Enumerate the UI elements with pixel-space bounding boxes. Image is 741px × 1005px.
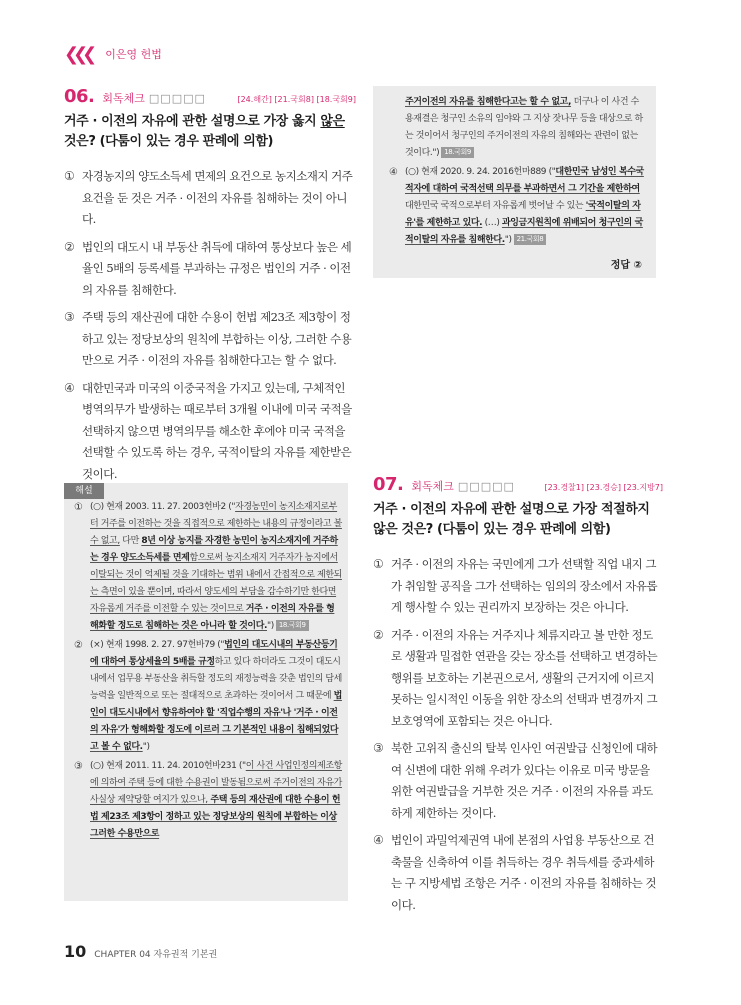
answer-options: [373, 554, 663, 916]
explanation-body: [74, 499, 342, 843]
explanation-item-2: ② (×) 현재 1998. 2. 27. 97헌바79 ("법인의 대도시내의 부동산등기에 대하여 통상세율의 5배를 규정하고 있다 하더라도 그것이 대도시내에서 업무용 부동산을 취득할 정도의 재정능력을 갖춘 법인의 담세능력을 일반적으로 또는 절대적으로 초과하는 것이어서 그 때문에 법인이 대도시내에서 향유하여야 할 '직업수행의 자유'나 '거주 · 이전의 자유'가 형해화할 정도에 이르러 그 기본적인 내용이 침해되었다고 볼 수 없다."): [74, 640, 342, 752]
exam-source-tags: [24.해간] [21.국회8] [18.국회9]: [237, 95, 356, 104]
page-number: 10: [64, 942, 87, 961]
source-tag: 18.국회9: [441, 147, 474, 158]
option-2[interactable]: ② 법인의 대도시 내 부동산 취득에 대하여 통상보다 높은 세율인 5배의 등록세를 부과하는 규정은 법인의 거주 · 이전의 자유를 침해한다.: [64, 239, 352, 297]
chevron-left-icon: ❮❮❮: [64, 43, 92, 65]
option-3[interactable]: ③ 주택 등의 재산권에 대한 수용이 헌법 제23조 제3항이 정하고 있는 정당보상의 원칙에 부합하는 이상, 그러한 수용만으로 거주 · 이전의 자유를 침해한다고는 할 수 없다.: [64, 310, 352, 367]
running-header: [64, 44, 162, 64]
review-checkboxes[interactable]: □□□□□: [457, 480, 515, 493]
book-title: 이은영 헌법: [105, 48, 162, 61]
option-2[interactable]: ② 거주 · 이전의 자유는 거주지나 체류지라고 볼 만한 정도로 생활과 밀접한 연관을 갖는 장소를 선택하고 변경하는 행위를 보호하는 기본권으로서, 생활의 근거지에 이르지 못하는 일시적인 이동을 위한 장소의 선택과 변경까지 그 보호영역에 포함되는 것은 아니다.: [373, 627, 658, 728]
answer-options: [64, 166, 356, 485]
explanation-item-3-cont: 주거이전의 자유를 침해한다고는 할 수 없고, 더구나 이 사건 수용재결은 청구인 소유의 임야와 그 지상 잣나무 등을 대상으로 하는 것이어서 청구인의 주거이전의 자유의 침해와는 관련이 없는 것이다.") 18.국회9: [405, 97, 643, 158]
explanation-continued-box: [373, 86, 656, 278]
review-checkboxes[interactable]: □□□□□: [148, 92, 206, 105]
question-06: [64, 86, 356, 491]
option-4[interactable]: ④ 대한민국과 미국의 이중국적을 가지고 있는데, 구체적인 병역의무가 발생하는 때로부터 3개월 이내에 미국 국적을 선택하지 않으면 병역의무를 해소한 후에야 미국 국적을 선택할 수 있도록 하는 경우, 국적이탈의 자유를 제한받은 것이다.: [64, 380, 352, 481]
exam-source-tags: [23.경찰1] [23.경승] [23.지방7]: [544, 483, 663, 492]
explanation-item-4: ④ (○) 현재 2020. 9. 24. 2016헌마889 ("대한민국 남성인 복수국적자에 대하여 국적선택 의무를 부과하면서 그 기간을 제한하여 대한민국 국적으로부터 자유롭게 벗어날 수 있는 '국적이탈의 자유'를 제한하고 있다. (…) 과잉금지원칙에 위배되어 청구인의 국적이탈의 자유를 침해한다.") 21.국회8: [389, 167, 644, 245]
explanation-item-1: ① (○) 현재 2003. 11. 27. 2003헌바2 ("자경농민이 농지소재지로부터 거주를 이전하는 것을 직접적으로 제한하는 내용의 규정이라고 볼 수 없고, 다만 8년 이상 농지를 자경한 농민이 농지소재지에 거주하는 경우 양도소득세를 면제함으로써 농지소재지 거주자가 농지에서 이탈되는 것이 억제될 것을 기대하는 범위 내에서 간접적으로 제한되는 측면이 있을 뿐이며, 따라서 양도세의 부담을 감수하기만 한다면 자유롭게 거주를 이전할 수 있는 것이므로 거주 · 이전의 자유를 형해화할 정도로 침해하는 것은 아니라 할 것이다.") 18.국회9: [74, 502, 342, 631]
chapter-title: CHAPTER 04 자유권적 기본권: [94, 950, 218, 960]
explanation-continued-body: [389, 94, 646, 249]
question-number: 06.: [64, 86, 95, 107]
source-tag: 21.국회8: [514, 234, 547, 245]
review-check-label: 회독체크: [411, 480, 454, 493]
explanation-box: [64, 483, 348, 901]
option-4[interactable]: ④ 법인이 과밀억제권역 내에 본점의 사업용 부동산으로 건축물을 신축하여 이를 취득하는 경우 취득세를 중과세하는 구 지방세법 조항은 거주 · 이전의 자유를 침해하는 것이다.: [373, 833, 656, 912]
option-3[interactable]: ③ 북한 고위직 출신의 탈북 인사인 여권발급 신청인에 대하여 신변에 대한 위해 우려가 있다는 이유로 미국 방문을 위한 여권발급을 거부한 것은 거주 · 이전의 자유를 과도하게 제한하는 것이다.: [373, 741, 658, 820]
question-header: [373, 474, 663, 496]
explanation-tab: 해설: [64, 483, 104, 499]
source-tag: 18.국회9: [276, 620, 309, 631]
question-stem: 거주 · 이전의 자유에 관한 설명으로 가장 옳지 않은 것은? (다툼이 있는 경우 판례에 의함): [64, 114, 345, 149]
review-check-label: 회독체크: [102, 92, 145, 105]
page-footer: [64, 942, 217, 961]
option-1[interactable]: ① 거주 · 이전의 자유는 국민에게 그가 선택할 직업 내지 그가 취임할 공직을 그가 선택하는 임의의 장소에서 자유롭게 행사할 수 있는 권리까지 보장하는 것은 아니다.: [373, 557, 658, 614]
answer-label: 정답 ②: [610, 260, 642, 271]
explanation-item-3: ③ (○) 현재 2011. 11. 24. 2010헌바231 ("이 사건 사업인정의제조항에 의하여 주택 등에 대한 수용권이 발동됨으로써 주거이전의 자유가 사실상 제약당할 여지가 있으나, 주택 등의 재산권에 대한 수용이 헌법 제23조 제3항이 정하고 있는 정당보상의 원칙에 부합하는 이상 그러한 수용만으로: [74, 761, 342, 839]
question-number: 07.: [373, 474, 404, 495]
question-07: [373, 474, 663, 922]
option-1[interactable]: ① 자경농지의 양도소득세 면제의 요건으로 농지소재지 거주요건을 둔 것은 거주 · 이전의 자유를 침해하는 것이 아니다.: [64, 169, 353, 226]
question-header: [64, 86, 356, 108]
question-stem: 거주 · 이전의 자유에 관한 설명으로 가장 적절하지 않은 것은? (다툼이 있는 경우 판례에 의함): [373, 502, 650, 537]
